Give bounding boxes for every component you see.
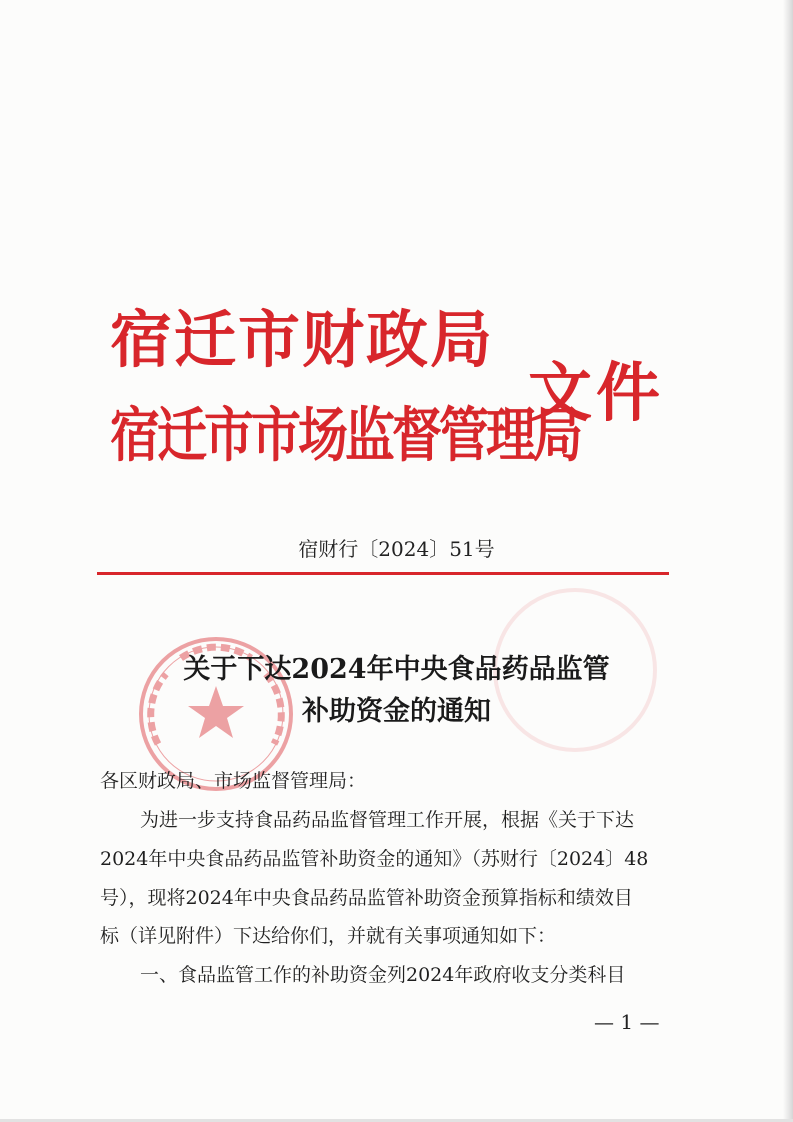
red-divider: [97, 572, 669, 575]
body-line: 2024年中央食品药品监管补助资金的通知》（苏财行〔2024〕48: [100, 848, 649, 870]
issuer-suffix: 文件: [528, 356, 664, 431]
document-number: 宿财行〔2024〕51号: [298, 537, 495, 561]
body-line: 号），现将2024年中央食品药品监管补助资金预算指标和绩效目: [100, 887, 633, 909]
body-line: 为进一步支持食品药品监督管理工作开展，根据《关于下达: [140, 809, 635, 831]
notice-title-line-2: 补助资金的通知: [302, 696, 491, 727]
salutation: 各区财政局、市场监督管理局：: [100, 770, 367, 792]
notice-title-line-1: 关于下达2024年中央食品药品监管: [183, 654, 610, 685]
body-line: 一、食品监管工作的补助资金列2024年政府收支分类科目: [140, 964, 626, 986]
body-line: 标（详见附件）下达给你们，并就有关事项通知如下：: [100, 925, 557, 947]
issuer-line-2: 宿迁市市场监督管理局: [110, 399, 580, 470]
issuer-line-1: 宿迁市财政局: [110, 303, 495, 376]
page-number: — 1 —: [594, 1010, 660, 1034]
